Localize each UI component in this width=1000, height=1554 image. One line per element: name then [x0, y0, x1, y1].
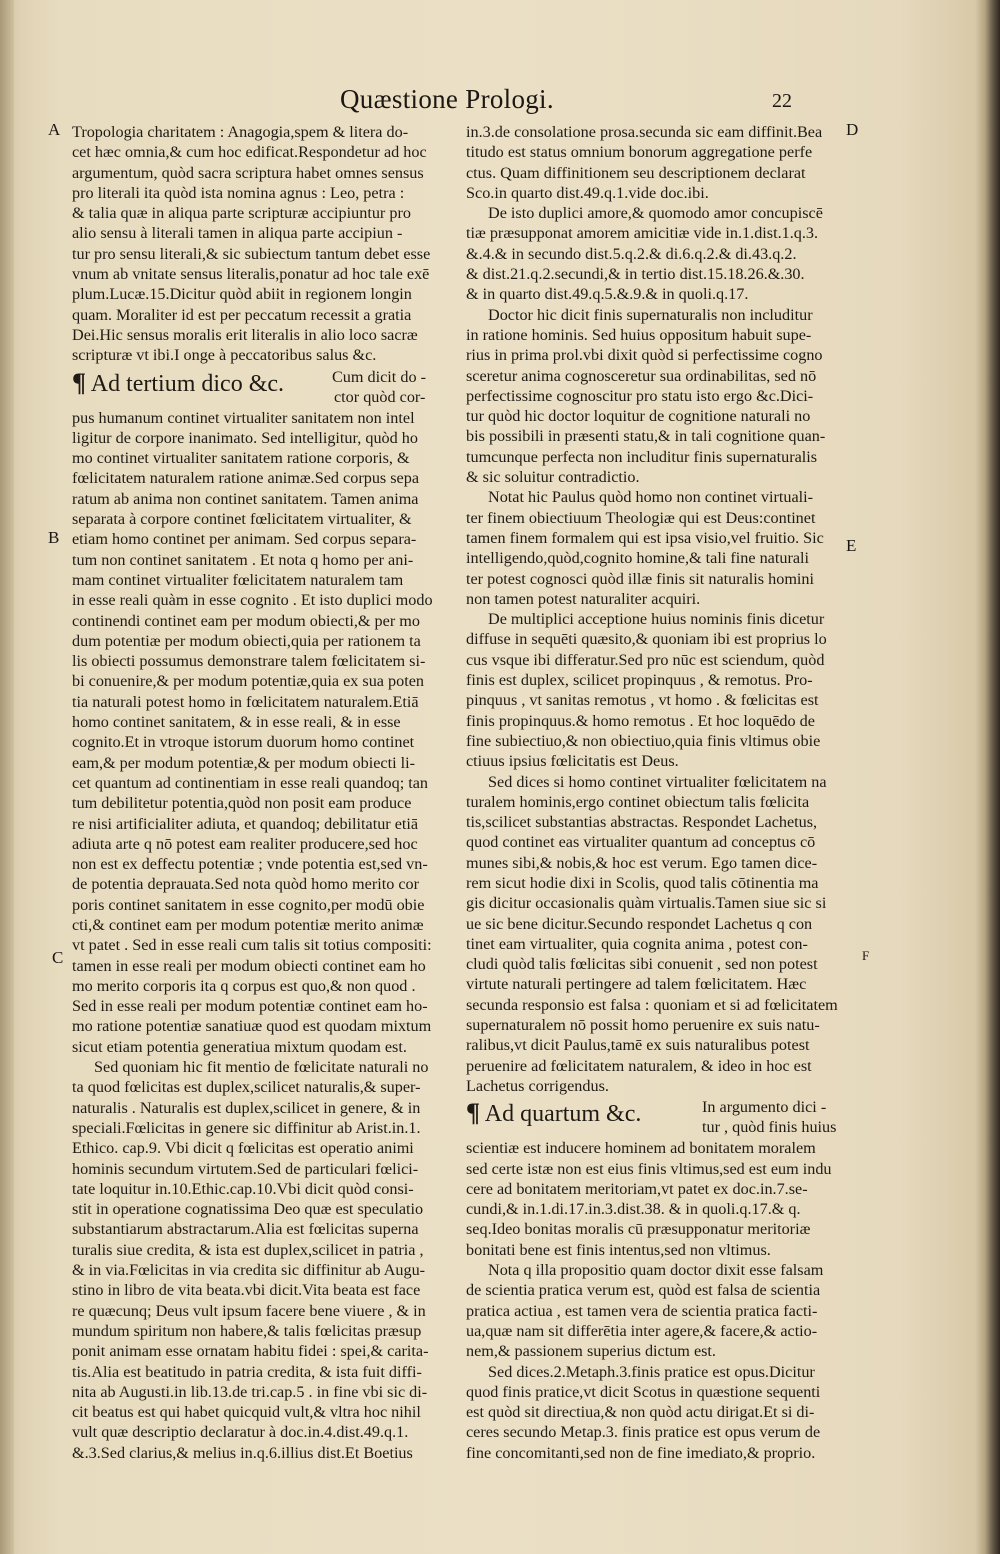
- text-line: tis,scilicet substantias abstractas. Respondet Lachetus,: [466, 813, 818, 832]
- text-line: non tamen potest naturaliter acquiri.: [466, 589, 701, 608]
- text-line: finis est duplex, scilicet propinquus , & remotus. Pro-: [466, 671, 813, 690]
- section-heading-quartum: [466, 1098, 846, 1138]
- text-line: Dei.Hic sensus moralis erit literalis in alio loco sacræ: [72, 325, 418, 344]
- text-line: stit in operatione cognatissima Deo quæ est speculatio: [72, 1200, 424, 1219]
- text-line: ctus. Quam diffinitionem seu descriptionem declarat: [466, 163, 806, 182]
- right-paragraph-7: [466, 1138, 846, 1260]
- text-line: munes sibi,& nobis,& hoc est verum. Ego tamen dice-: [466, 853, 818, 872]
- text-line: & dist.21.q.2.secundi,& in tertio dist.15.18.26.&.30.: [466, 265, 805, 284]
- text-line: tia naturali potest homo in fœlicitatem naturalem.Etiā: [72, 692, 419, 711]
- text-line: turalis siue credita, & ista est duplex,scilicet in patria ,: [72, 1240, 424, 1259]
- text-line: tum debilitetur potentia,quòd non posit eam produce: [72, 794, 412, 813]
- text-line: bis possibili in præsenti statu,& in tali cognitione quan-: [466, 427, 826, 446]
- text-line: quod continet eas virtualiter quantum ad conceptus cō: [466, 833, 816, 852]
- text-line: lis obiecti possumus demonstrare talem fœlicitatem si-: [72, 652, 426, 671]
- text-line: ua,quæ nam sit differētia inter agere,& facere,& actio-: [466, 1321, 818, 1340]
- heading-quartum-side-1: In argumento dici -: [702, 1098, 827, 1117]
- text-line: nita ab Augusti.in lib.13.de tri.cap.5 . in fine vbi sic di-: [72, 1382, 428, 1401]
- paragraph-mark-icon: ¶: [72, 367, 87, 397]
- right-paragraph-9: [466, 1362, 846, 1463]
- right-paragraph-5: [466, 609, 846, 771]
- text-line: sed certe istæ non est eius finis vltimus,sed est eum indu: [466, 1159, 832, 1178]
- text-line: adiuta arte q nō potest eam realiter producere,sed hoc: [72, 834, 418, 853]
- text-line: in ratione hominis. Sed huius oppositum habuit supe-: [466, 325, 812, 344]
- text-line: cet hæc omnia,& cum hoc edificat.Respondetur ad hoc: [72, 143, 427, 162]
- text-line: eam,& per modum potentiæ,& per modum obiecti li-: [72, 753, 416, 772]
- text-line: homo continet sanitatem, & in esse reali, & in esse: [72, 713, 401, 732]
- text-line: poris continet sanitatem in esse cognito,per modū obie: [72, 895, 425, 914]
- text-line: cludi quòd talis fœlicitas sibi conuenit , sed non potest: [466, 955, 818, 974]
- running-header: [0, 78, 1000, 118]
- text-line: diffuse in sequēti quæsito,& quoniam ibi est proprius lo: [466, 630, 827, 649]
- margin-letter-b: B: [48, 528, 60, 547]
- text-line: ctiuus ipsius fœlicitatis est Deus.: [466, 752, 679, 771]
- text-line: tamen finem formalem qui est ipsa visio,vel fruitio. Sic: [466, 528, 824, 547]
- text-line: De multiplici acceptione huius nominis finis dicetur: [488, 610, 825, 629]
- text-line: in esse reali quàm in esse cognito . Et isto duplici modo: [72, 591, 433, 610]
- text-line: sceretur anima cognosceretur sua ordinabilitas, sed nō: [466, 366, 817, 385]
- heading-tertium-side-2: ctor quòd cor-: [334, 387, 426, 406]
- page-gutter: [0, 0, 14, 1554]
- text-line: & talia quæ in aliqua parte scripturæ accipiuntur pro: [72, 204, 411, 223]
- text-line: &.4.& in secundo dist.5.q.2.& di.6.q.2.& di.43.q.2.: [466, 244, 797, 263]
- text-line: gis dicitur occasionalis quàm virtualis.Tamen siue sic si: [466, 894, 827, 913]
- text-line: cet quantum ad continentiam in esse reali quandoq; tan: [72, 773, 429, 792]
- right-paragraph-1: [466, 122, 846, 203]
- text-line: cognito.Et in vtroque istorum duorum homo continet: [72, 733, 415, 752]
- left-column: [72, 122, 448, 1463]
- text-line: quam. Moraliter id est per peccatum recessit a gratia: [72, 305, 412, 324]
- section-heading-tertium: [72, 368, 448, 408]
- text-line: bi conuenire,& per modum potentiæ,quia ex sua poten: [72, 672, 424, 691]
- text-line: substantiarum abstractarum.Alia est fœlicitas superna: [72, 1220, 419, 1239]
- text-line: re quæcunq; Deus vult ipsum facere bene viuere , & in: [72, 1301, 426, 1320]
- text-line: finis propinquus.& homo remotus . Et hoc loquēdo de: [466, 711, 815, 730]
- text-line: fœlicitatem naturalem ratione animæ.Sed corpus sepa: [72, 469, 420, 488]
- text-line: de scientia pratica verum est, quòd est falsa de scientia: [466, 1281, 821, 1300]
- text-line: ter potest cognosci quòd illæ finis sit naturalis homini: [466, 569, 814, 588]
- text-line: tamen in esse reali per modum obiecti continet eam ho: [72, 956, 426, 975]
- text-line: titudo est status omnium bonorum aggregatione perfe: [466, 143, 813, 162]
- text-line: ratum ab anima non continet sanitatem. Tamen anima: [72, 489, 419, 508]
- text-line: tiæ præsupponat amorem amicitiæ vide in.1.dist.1.q.3.: [466, 224, 819, 243]
- margin-letter-c: C: [52, 948, 64, 967]
- text-line: tur quòd hic doctor loquitur de cognitione naturali no: [466, 407, 811, 426]
- text-line: Sco.in quarto dist.49.q.1.vide doc.ibi.: [466, 183, 709, 202]
- paragraph-mark-icon: ¶: [466, 1098, 481, 1128]
- text-line: perfectissime cognoscitur pro statu isto ergo &c.Dici-: [466, 386, 814, 405]
- text-line: mo merito corporis ita q corpus est quo,& non quod .: [72, 976, 416, 995]
- text-line: ralibus,vt dicit Paulus,tamē ex suis naturalibus potest: [466, 1036, 810, 1055]
- text-line: Ethico. cap.9. Vbi dicit q fœlicitas est operatio animi: [72, 1139, 414, 1158]
- heading-quartum-side-2: tur , quòd finis huius: [702, 1118, 837, 1137]
- text-line: ponit animam esse ornatam habitu fidei : spei,& carita-: [72, 1342, 429, 1361]
- text-line: & sic soluitur contradictio.: [466, 468, 640, 487]
- text-line: rem sicut hodie dixi in Scolis, quod talis cōtinentia ma: [466, 873, 819, 892]
- text-line: tinet eam virtualiter, quia cognita anima , potest con-: [466, 934, 808, 953]
- text-line: & in quarto dist.49.q.5.&.9.& in quoli.q.17.: [466, 285, 749, 304]
- text-line: vt patet . Sed in esse reali cum talis sit totius compositi:: [72, 936, 432, 955]
- text-line: tum non continet sanitatem . Et nota q homo per ani-: [72, 550, 414, 569]
- text-line: continendi continet eam per modum obiecti,& per mo: [72, 611, 420, 630]
- text-line: pro literali ita quòd ista nomina agnus : Leo, petra :: [72, 183, 405, 202]
- text-line: Nota q illa propositio quam doctor dixit esse falsam: [488, 1261, 824, 1280]
- text-line: Notat hic Paulus quòd homo non continet virtuali-: [488, 488, 814, 507]
- text-line: Sed dices si homo continet virtualiter fœlicitatem na: [488, 772, 827, 791]
- text-line: ligitur de corpore inanimato. Sed intelligitur, quòd ho: [72, 428, 418, 447]
- right-paragraph-3: [466, 305, 846, 488]
- text-line: mo continet virtualiter sanitatem ratione corporis, &: [72, 449, 410, 468]
- text-line: ter finem obiectiuum Theologiæ qui est Deus:continet: [466, 508, 816, 527]
- folio-number: 22: [772, 90, 792, 112]
- text-line: scripturæ vt ibi.I onge à peccatoribus salus &c.: [72, 346, 377, 365]
- text-line: Doctor hic dicit finis supernaturalis non includitur: [488, 305, 813, 324]
- text-line: in.3.de consolatione prosa.secunda sic eam diffinit.Bea: [466, 123, 823, 141]
- text-line: ceres secundo Metap.3. finis pratice est opus verum de: [466, 1423, 821, 1442]
- text-line: vnum ab vnitate sensus literalis,ponatur ad hoc tale exē: [72, 265, 430, 284]
- text-line: Sed quoniam hic fit mentio de fœlicitate naturali no: [94, 1058, 429, 1077]
- text-line: virtute naturali pertingere ad talem fœlicitatem. Hæc: [466, 975, 807, 994]
- text-line: rius in prima prol.vbi dixit quòd si perfectissime cogno: [466, 346, 823, 365]
- margin-letter-a: A: [48, 120, 61, 139]
- left-paragraph-3: [72, 1057, 448, 1463]
- running-title: Quæstione Prologi.: [340, 84, 554, 114]
- right-paragraph-4: [466, 487, 846, 609]
- heading-tertium-side-1: Cum dicit do -: [332, 367, 426, 386]
- text-line: cit beatus est qui habet quicquid vult,& vltra hoc nihil: [72, 1403, 421, 1422]
- text-line: plum.Lucæ.15.Dicitur quòd abiit in regionem longin: [72, 285, 412, 304]
- text-line: De isto duplici amore,& quomodo amor concupiscē: [488, 204, 823, 223]
- text-line: stino in libro de vita beata.vbi dicit.Vita beata est face: [72, 1281, 421, 1300]
- text-line: fine concomitanti,sed non de fine imediato,& proprio.: [466, 1443, 816, 1462]
- right-paragraph-8: [466, 1260, 846, 1361]
- text-line: pinquus , vt sanitas remotus , vt homo . & fœlicitas est: [466, 691, 819, 710]
- text-line: nem,& passionem superius dictum est.: [466, 1342, 716, 1361]
- text-line: alio sensu à literali tamen in aliqua parte accipiun -: [72, 224, 403, 243]
- heading-tertium-text: Ad tertium dico &c.: [90, 370, 285, 397]
- heading-quartum-text: Ad quartum &c.: [484, 1101, 642, 1128]
- text-line: ta quod fœlicitas est duplex,scilicet naturalis,& super-: [72, 1078, 421, 1097]
- text-line: pratica actiua , est tamen vera de scientia pratica facti-: [466, 1301, 818, 1320]
- text-line: Tropologia charitatem : Anagogia,spem & litera do-: [72, 123, 409, 141]
- text-line: tis.Alia est beatitudo in patria credita, & ista fuit diffi-: [72, 1362, 422, 1381]
- text-line: turalem hominis,ergo continet obiectum talis fœlicita: [466, 792, 810, 811]
- text-line: intelligendo,quòd,cognito homine,& tali fine naturali: [466, 549, 810, 568]
- left-paragraph-2: [72, 408, 448, 1058]
- text-line: dum potentiæ per modum obiecti,quia per rationem ta: [72, 631, 421, 650]
- text-line: pus humanum continet virtualiter sanitatem non intel: [72, 408, 415, 427]
- margin-letter-d: D: [846, 120, 859, 139]
- text-line: hominis secundum virtutem.Sed de particulari fœlici-: [72, 1159, 419, 1178]
- text-line: cus vsque ibi differatur.Sed pro nūc est sciendum, quòd: [466, 650, 825, 669]
- right-paragraph-2: [466, 203, 846, 304]
- left-paragraph-1: [72, 122, 448, 366]
- text-line: quod finis pratice,vt dicit Scotus in quæstione sequenti: [466, 1382, 821, 1401]
- text-line: Sed dices.2.Metaph.3.finis pratice est opus.Dicitur: [488, 1362, 815, 1381]
- text-line: vult quæ descriptio declaratur à doc.in.4.dist.49.q.1.: [72, 1423, 409, 1442]
- text-line: sicut etiam potentia generatiua mixtum quodam est.: [72, 1037, 407, 1056]
- text-line: tate loquitur in.10.Ethic.cap.10.Vbi dicit quòd consi-: [72, 1179, 414, 1198]
- text-line: est quòd sit directiua,& non quòd actu dirigat.Et si di-: [466, 1403, 815, 1422]
- text-line: cere ad bonitatem meritoriam,vt patet ex doc.in.7.se-: [466, 1179, 808, 1198]
- text-line: speciali.Fœlicitas in genere sic diffinitur ab Arist.in.1.: [72, 1118, 421, 1137]
- text-line: mundum spiritum non habere,& talis fœlicitas præsup: [72, 1321, 422, 1340]
- text-line: naturalis . Naturalis est duplex,scilicet in genere, & in: [72, 1098, 421, 1117]
- text-line: tur pro sensu literali,& sic subiectum tantum debet esse: [72, 244, 431, 263]
- text-line: seq.Ideo bonitas moralis cū præsupponatur meritoriæ: [466, 1220, 811, 1239]
- margin-letter-f: F: [862, 948, 870, 963]
- right-paragraph-6: [466, 772, 846, 1097]
- text-line: mam continet virtualiter fœlicitatem naturalem tam: [72, 570, 404, 589]
- text-line: ue sic bene dicitur.Secundo respondet Lachetus q con: [466, 914, 813, 933]
- text-line: scientiæ est inducere hominem ad bonitatem moralem: [466, 1139, 816, 1158]
- margin-letter-e: E: [846, 536, 857, 555]
- text-line: fine subiectiuo,& non obiectiuo,quia finis vltimus obie: [466, 731, 821, 750]
- right-column: [466, 122, 846, 1463]
- text-line: cundi,& in.1.di.17.in.3.dist.38. & in quoli.q.17.& q.: [466, 1200, 801, 1219]
- text-line: de potentia deprauata.Sed nota quòd homo merito cor: [72, 875, 420, 894]
- text-line: Sed in esse reali per modum potentiæ continet eam ho-: [72, 997, 428, 1016]
- text-line: Lachetus corrigendus.: [466, 1076, 609, 1095]
- text-line: cti,& continet eam per modum potentiæ merito animæ: [72, 915, 424, 934]
- text-line: peruenire ad fœlicitatem naturalem, & ideo in hoc est: [466, 1056, 812, 1075]
- text-line: bonitati bene est finis intentus,sed non vltimus.: [466, 1240, 771, 1259]
- text-line: separata à corpore continet fœlicitatem virtualiter, &: [72, 510, 412, 529]
- text-line: etiam homo continet per animam. Sed corpus separa-: [72, 530, 417, 549]
- text-line: & in via.Fœlicitas in via credita sic diffinitur ab Augu-: [72, 1261, 426, 1280]
- text-line: non est ex deffectu potentiæ ; vnde potentia est,sed vn-: [72, 855, 428, 874]
- text-line: re nisi artificialiter adiuta, et quandoq; debilitatur etiā: [72, 814, 419, 833]
- text-line: secunda responsio est falsa : quoniam et si ad fœlicitatem: [466, 995, 838, 1014]
- text-line: mo ratione potentiæ sanatiuæ quod est quodam mixtum: [72, 1017, 432, 1036]
- text-line: tumcunque perfecta non includitur finis supernaturalis: [466, 447, 818, 466]
- text-line: argumentum, quòd sacra scriptura habet omnes sensus: [72, 163, 424, 182]
- text-line: supernaturalem nō possit homo peruenire ex suis natu-: [466, 1016, 820, 1035]
- text-line: &.3.Sed clarius,& melius in.q.6.illius dist.Et Boetius: [72, 1443, 413, 1462]
